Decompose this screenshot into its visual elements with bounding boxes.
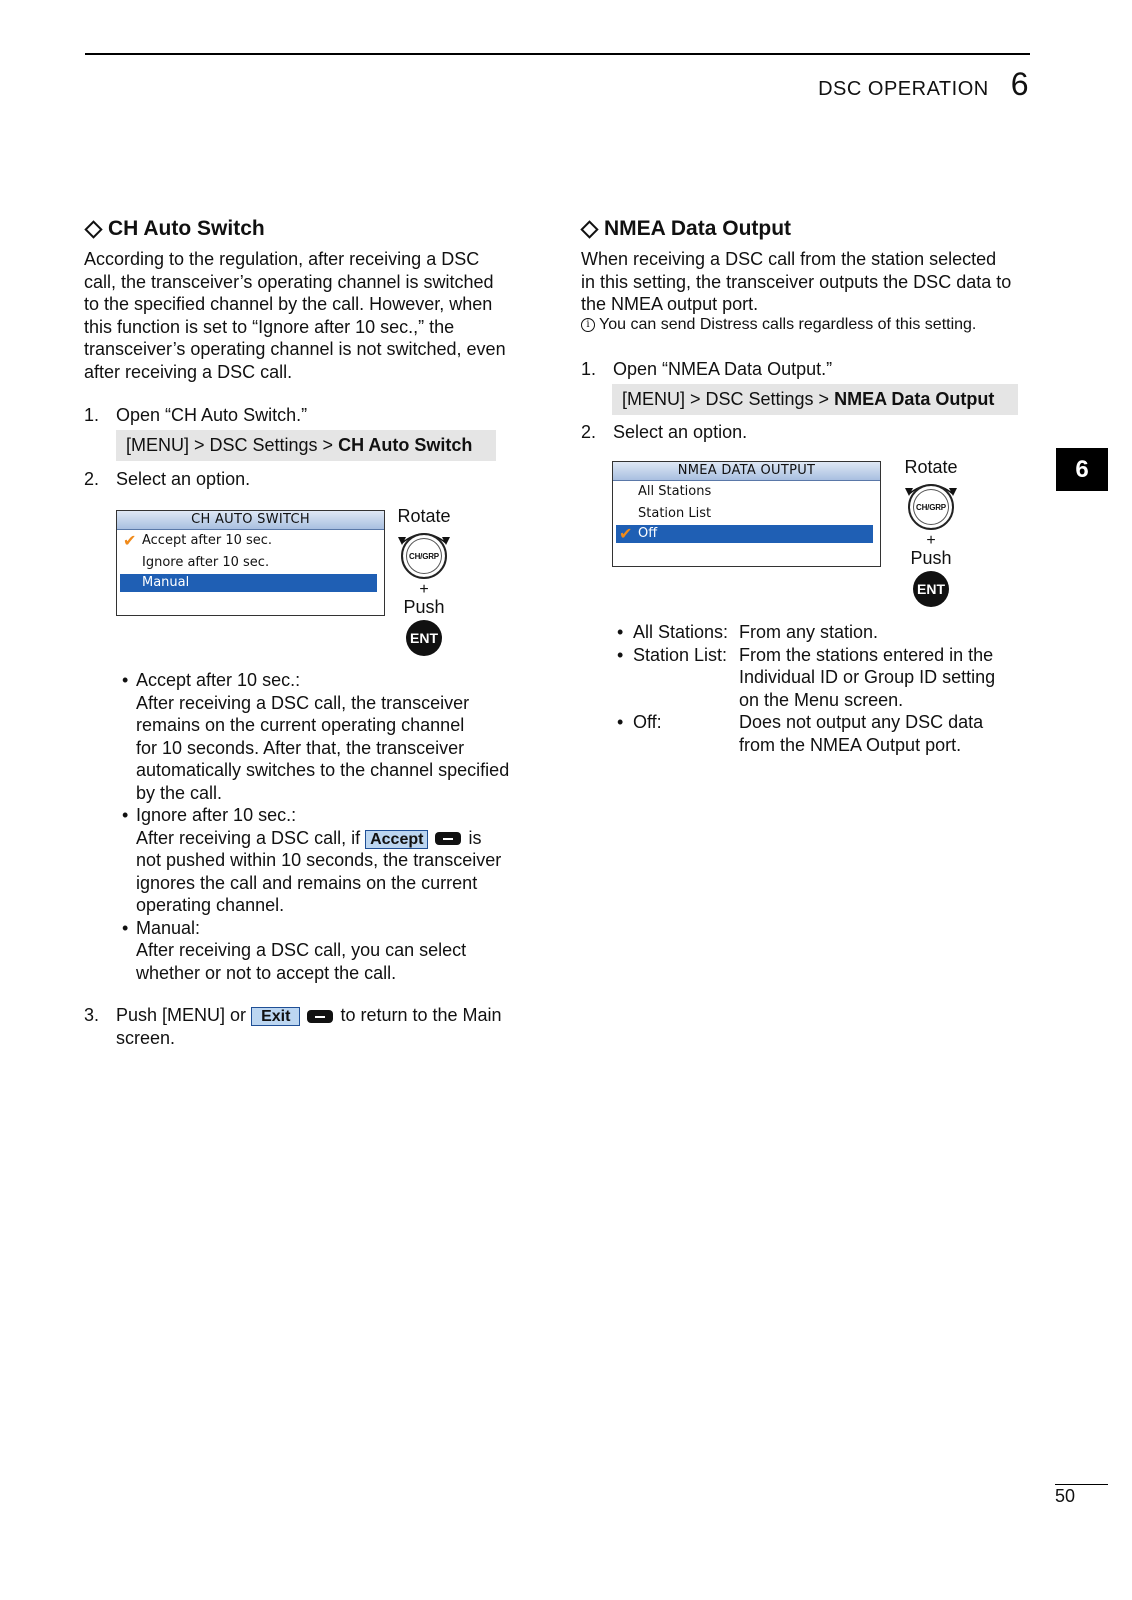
ent-button[interactable]: ENT — [913, 571, 949, 607]
nmea-options-definitions — [617, 621, 1029, 756]
definition-row: • Station List: From the stations entered in the Individual ID or Group ID setting on the Menu screen. — [617, 644, 996, 710]
info-icon: i — [581, 318, 595, 332]
plus-sign: + — [926, 532, 936, 549]
page-header — [818, 66, 1029, 103]
option-accept[interactable]: ✔ Accept after 10 sec. — [123, 531, 273, 550]
screen-title: NMEA DATA OUTPUT — [613, 462, 880, 481]
list-item: • Accept after 10 sec.: After receiving a DSC call, the transceiver remains on the current operating channel for 10 seconds. After that, the transceiver automatically switches to the channel specified by the call. — [122, 670, 510, 803]
section-title: DSC OPERATION — [818, 78, 989, 100]
ch-auto-switch-screen — [116, 510, 385, 616]
option-manual-selected[interactable]: Manual — [120, 574, 377, 592]
ch-auto-switch-heading: CH Auto Switch — [84, 217, 265, 241]
menu-path-ch-auto-switch: [MENU] > DSC Settings > CH Auto Switch — [116, 430, 496, 461]
chapter-side-tab: 6 — [1056, 448, 1108, 491]
diamond-icon — [84, 220, 102, 238]
option-station-list[interactable]: Station List — [638, 506, 712, 521]
page-number: 50 — [1055, 1486, 1076, 1506]
nmea-data-output-screen — [612, 461, 881, 567]
header-rule — [85, 53, 1030, 55]
list-item: • Ignore after 10 sec.: After receiving a DSC call, if Accept is not pushed within 10 seconds, the transceiver ignores the call and remains on the current operating channel. — [122, 805, 502, 915]
checkmark-icon: ✔ — [619, 524, 633, 543]
page-number-rule — [1055, 1484, 1108, 1485]
ch-grp-dial[interactable]: CH/GRP — [401, 533, 447, 579]
nmea-intro: When receiving a DSC call from the station selected in this setting, the transceiver outputs the DSC data to the NMEA output port. — [581, 249, 1012, 314]
ch-auto-switch-options — [122, 669, 532, 984]
step-2-right: 2. Select an option. — [581, 422, 748, 442]
exit-softkey[interactable]: Exit — [251, 1007, 300, 1026]
rotate-label: Rotate — [397, 506, 451, 526]
option-all-stations[interactable]: All Stations — [638, 484, 712, 499]
chapter-number: 6 — [1010, 66, 1029, 102]
rotate-label: Rotate — [904, 457, 958, 477]
option-off-selected[interactable]: ✔ Off — [616, 525, 873, 543]
step-1-left: 1. Open “CH Auto Switch.” — [84, 405, 308, 425]
menu-path-nmea: [MENU] > DSC Settings > NMEA Data Output — [612, 384, 1018, 415]
definition-row: • All Stations: From any station. — [617, 622, 879, 642]
right-controls — [901, 457, 961, 607]
option-ignore[interactable]: Ignore after 10 sec. — [142, 555, 270, 570]
plus-sign: + — [419, 581, 429, 598]
ent-button[interactable]: ENT — [406, 620, 442, 656]
accept-softkey[interactable]: Accept — [365, 830, 428, 849]
definition-row: • Off: Does not output any DSC data from the NMEA Output port. — [617, 712, 984, 755]
push-label: Push — [910, 548, 952, 568]
step-2-left: 2. Select an option. — [84, 469, 251, 489]
step-1-right: 1. Open “NMEA Data Output.” — [581, 359, 833, 379]
ch-auto-switch-intro: According to the regulation, after receiving a DSC call, the transceiver’s operating channel is switched to the specified channel by the call. However, when this function is set to “Ignore after 10 sec.,” the transceiver’s operating channel is not switched, even after receiving a DSC call. — [84, 249, 506, 382]
step-3-left: 3. Push [MENU] or Exit to return to the Main screen. — [84, 1005, 502, 1048]
softkey-button-icon — [435, 832, 461, 845]
softkey-button-icon — [307, 1010, 333, 1023]
nmea-data-output-heading: NMEA Data Output — [580, 217, 791, 241]
checkmark-icon: ✔ — [123, 531, 137, 550]
left-controls — [394, 506, 454, 656]
ch-grp-dial[interactable]: CH/GRP — [908, 484, 954, 530]
push-label: Push — [403, 597, 445, 617]
list-item: • Manual: After receiving a DSC call, you can select whether or not to accept the call. — [122, 917, 467, 983]
screen-title: CH AUTO SWITCH — [117, 511, 384, 530]
diamond-icon — [580, 220, 598, 238]
nmea-note: i You can send Distress calls regardless of this setting. — [581, 315, 976, 335]
